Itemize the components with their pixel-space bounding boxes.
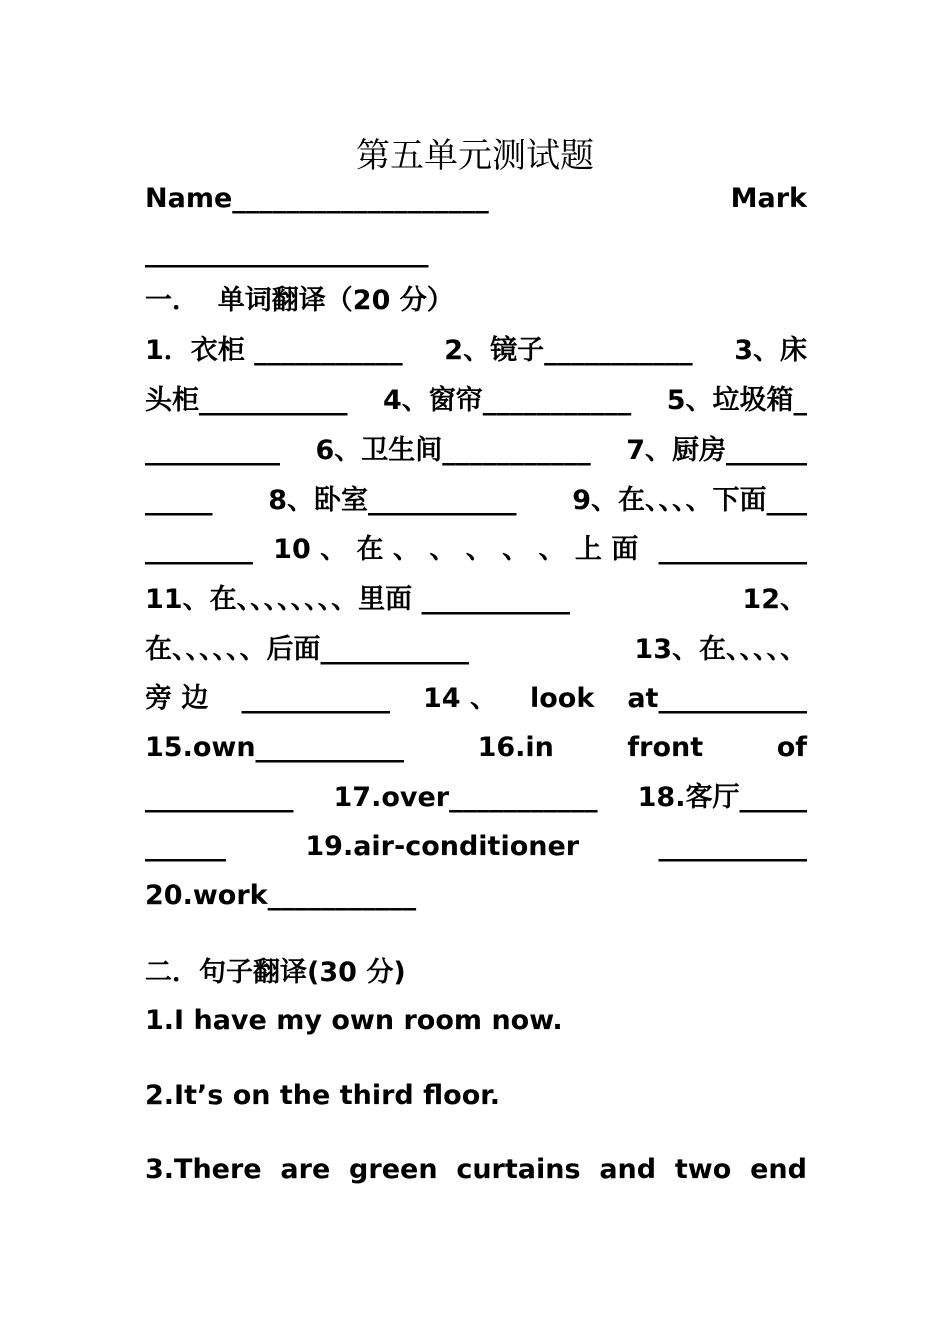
- section1-heading: 一． 单词翻译（20 分）: [145, 285, 454, 316]
- mark-blank: _____________________: [145, 237, 429, 268]
- vocab-segment: __________: [145, 435, 280, 466]
- vocab-segment: 3、床: [734, 335, 807, 366]
- vocab-segment: front: [627, 732, 704, 763]
- vocab-segment: 13、在、、、、、: [634, 634, 807, 665]
- vocab-segment: 在、、、、、、后面___________: [145, 634, 469, 665]
- vocab-line: [145, 731, 807, 765]
- vocab-segment: 旁 边: [145, 683, 209, 714]
- vocab-line: [145, 633, 807, 667]
- vocab-segment: 16.in: [477, 732, 554, 763]
- vocab-segment: 18.客厅_____: [637, 782, 807, 813]
- vocab-segment: ___________: [658, 534, 807, 565]
- vocab-segment: at___________: [627, 683, 807, 714]
- vocab-line: [145, 334, 807, 368]
- sentence-item: 2.It’s on the third floor.: [145, 1080, 500, 1111]
- vocab-line: [145, 830, 807, 864]
- vocab-segment: 19.air-conditioner: [305, 831, 580, 862]
- section2-heading: 二．句子翻译(30 分): [145, 957, 406, 988]
- vocab-line: [145, 583, 807, 617]
- vocab-segment: ___________: [241, 683, 390, 714]
- vocab-line: [145, 434, 807, 468]
- vocab-segment: look: [529, 683, 595, 714]
- vocab-segment: 8、卧室___________: [268, 485, 517, 516]
- vocab-segment: _____: [145, 485, 213, 516]
- vocab-line: [145, 781, 807, 815]
- sentence-word: 3.There: [145, 1154, 262, 1185]
- vocab-line: [145, 879, 807, 913]
- vocab-segment: 4、窗帘___________: [382, 385, 632, 416]
- vocab-segment: ___________: [658, 831, 807, 862]
- name-mark-row: [145, 182, 807, 216]
- vocab-segment: 头柜___________: [145, 385, 348, 416]
- vocab-segment: 7、厨房______: [626, 435, 807, 466]
- vocab-line: [145, 384, 807, 418]
- vocab-segment: 9、在、、、、下面___: [572, 485, 807, 516]
- vocab-segment: 15.own___________: [145, 732, 405, 763]
- sentence-word: end: [750, 1154, 807, 1185]
- sentence-word: and: [599, 1154, 657, 1185]
- vocab-segment: 20.work___________: [145, 880, 417, 911]
- vocab-segment: 11、在、、、、、、、、里面 ___________: [145, 584, 570, 615]
- mark-label: Mark: [730, 183, 807, 214]
- vocab-segment: 17.over___________: [333, 782, 598, 813]
- vocab-segment: of: [776, 732, 807, 763]
- vocab-line: [145, 533, 807, 567]
- sentence-word: are: [280, 1154, 331, 1185]
- vocab-segment: 12、: [742, 584, 807, 615]
- sentence-word: two: [674, 1154, 732, 1185]
- vocab-line: [145, 682, 807, 716]
- vocab-segment: 6、卫生间___________: [315, 435, 591, 466]
- vocab-segment: ________: [145, 534, 253, 565]
- vocab-segment: 5、垃圾箱_: [666, 385, 807, 416]
- vocab-segment: 14 、: [422, 683, 497, 714]
- vocab-segment: ______: [145, 831, 226, 862]
- vocab-segment: 1．衣柜 ___________: [145, 335, 403, 366]
- vocab-segment: 10 、 在 、 、 、 、 、 上 面: [273, 534, 639, 565]
- sentence-item: 1.I have my own room now.: [145, 1005, 563, 1036]
- vocab-segment: ___________: [145, 782, 294, 813]
- vocab-segment: 2、镜子___________: [444, 335, 693, 366]
- sentence-item: [145, 1153, 807, 1187]
- page-title: 第五单元测试题: [356, 136, 594, 176]
- name-label: Name___________________: [145, 183, 489, 214]
- sentence-word: curtains: [456, 1154, 581, 1185]
- sentence-word: green: [349, 1154, 438, 1185]
- vocab-line: [145, 484, 807, 518]
